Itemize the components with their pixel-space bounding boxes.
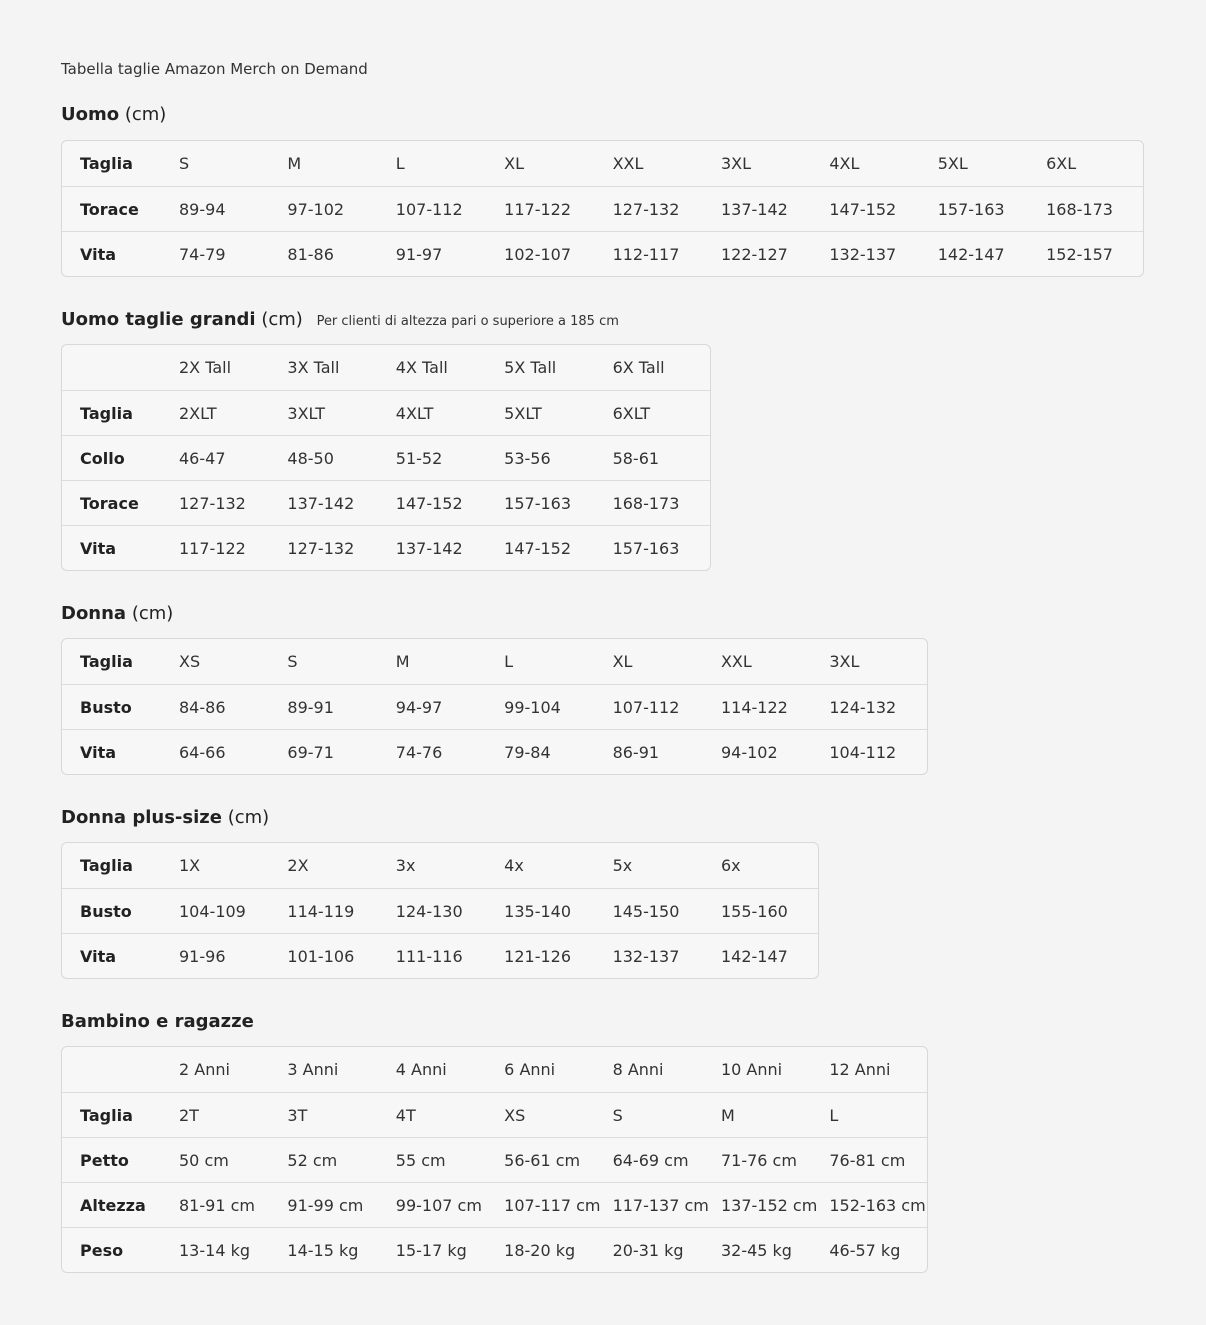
table-cell: 3XL xyxy=(829,652,860,671)
table-cell: 4XLT xyxy=(395,403,434,423)
table-cell: 74-76 xyxy=(395,742,443,762)
table-cell: 127-132 xyxy=(287,538,355,558)
table-cell: 46-57 kg xyxy=(829,1240,901,1260)
size-table-uomo xyxy=(61,140,1144,277)
size-table-donna xyxy=(61,638,928,775)
table-cell: 107-112 xyxy=(612,697,680,717)
table-cell: 3X Tall xyxy=(287,358,340,377)
table-cell: 86-91 xyxy=(612,742,660,762)
row-label: Busto xyxy=(80,901,132,921)
table-cell: 4x xyxy=(504,856,524,875)
table-cell: M xyxy=(395,652,410,671)
section-heading-donna-plus-size xyxy=(61,807,269,828)
table-cell: 122-127 xyxy=(720,244,788,264)
table-cell: 91-99 cm xyxy=(287,1195,364,1215)
table-cell: 147-152 xyxy=(829,199,897,219)
table-cell: 20-31 kg xyxy=(612,1240,684,1260)
table-cell: 3T xyxy=(287,1105,308,1125)
table-cell: 3 Anni xyxy=(287,1060,339,1079)
table-cell: 104-112 xyxy=(829,742,897,762)
table-cell: 89-91 xyxy=(287,697,334,717)
row-label: Peso xyxy=(80,1240,124,1260)
table-cell: XL xyxy=(504,154,525,173)
table-cell: 53-56 xyxy=(504,448,551,468)
table-cell: 91-96 xyxy=(179,946,226,966)
table-row xyxy=(62,1182,927,1227)
table-cell: 168-173 xyxy=(1046,199,1113,219)
table-cell: 132-137 xyxy=(829,244,897,264)
table-cell: 5XL xyxy=(937,154,968,173)
table-cell: 2 Anni xyxy=(179,1060,230,1079)
table-cell: 107-117 cm xyxy=(504,1195,601,1215)
table-cell: 147-152 xyxy=(504,538,572,558)
table-cell: 4X Tall xyxy=(395,358,448,377)
table-cell: L xyxy=(829,1105,839,1125)
table-cell: M xyxy=(287,154,302,173)
table-cell: 74-79 xyxy=(179,244,226,264)
section-note: Per clienti di altezza pari o superiore a 185 cm xyxy=(316,314,619,329)
row-label: Vita xyxy=(80,244,117,264)
table-cell: 157-163 xyxy=(937,199,1005,219)
table-cell: 64-69 cm xyxy=(612,1150,689,1170)
table-cell: 12 Anni xyxy=(829,1060,891,1079)
table-row xyxy=(62,1137,927,1182)
table-row xyxy=(62,888,818,933)
table-cell: 114-119 xyxy=(287,901,355,921)
table-cell: 94-97 xyxy=(395,697,443,717)
table-cell: 132-137 xyxy=(612,946,680,966)
table-cell: 1X xyxy=(179,856,201,875)
row-label: Vita xyxy=(80,538,117,558)
table-cell: 147-152 xyxy=(395,493,463,513)
table-cell: 152-157 xyxy=(1046,244,1113,264)
table-cell: 99-107 cm xyxy=(395,1195,482,1215)
table-cell: 5XLT xyxy=(504,403,542,423)
row-label: Busto xyxy=(80,697,132,717)
table-row xyxy=(62,525,710,570)
table-cell: S xyxy=(287,652,298,671)
table-cell: XS xyxy=(504,1105,526,1125)
table-cell: 155-160 xyxy=(720,901,788,921)
table-cell: 114-122 xyxy=(720,697,788,717)
table-cell: 99-104 xyxy=(504,697,561,717)
table-cell: 6X Tall xyxy=(612,358,665,377)
table-cell: 137-152 cm xyxy=(720,1195,818,1215)
table-cell: 142-147 xyxy=(937,244,1005,264)
table-cell: 152-163 cm xyxy=(829,1195,926,1215)
row-label: Taglia xyxy=(80,403,133,423)
table-cell: 97-102 xyxy=(287,199,345,219)
table-cell: XL xyxy=(612,652,633,671)
table-cell: 8 Anni xyxy=(612,1060,664,1079)
size-table-donna-plus-size xyxy=(61,842,819,979)
table-row xyxy=(62,480,710,525)
table-cell: 117-122 xyxy=(504,199,572,219)
table-cell: 102-107 xyxy=(504,244,572,264)
section-title: Uomo taglie grandi xyxy=(61,309,256,330)
table-cell: 4T xyxy=(395,1105,416,1125)
table-cell: 64-66 xyxy=(179,742,226,762)
table-cell: 10 Anni xyxy=(720,1060,783,1079)
table-row xyxy=(62,729,927,774)
table-cell: 13-14 kg xyxy=(179,1240,250,1260)
section-title: Bambino e ragazze xyxy=(61,1011,254,1032)
table-cell: 107-112 xyxy=(395,199,463,219)
table-cell: 137-142 xyxy=(395,538,463,558)
table-cell: 79-84 xyxy=(504,742,551,762)
table-cell: 6 Anni xyxy=(504,1060,556,1079)
table-cell: 4XL xyxy=(829,154,860,173)
table-cell: 2T xyxy=(179,1105,199,1125)
row-label: Taglia xyxy=(80,1105,133,1125)
table-cell: 50 cm xyxy=(179,1150,229,1170)
table-cell: 71-76 cm xyxy=(720,1150,797,1170)
row-label: Taglia xyxy=(80,856,133,875)
table-cell: 4 Anni xyxy=(395,1060,447,1079)
table-cell: 142-147 xyxy=(720,946,788,966)
table-cell: 89-94 xyxy=(179,199,226,219)
table-cell: 124-130 xyxy=(395,901,463,921)
table-cell: 117-137 cm xyxy=(612,1195,709,1215)
page-title: Tabella taglie Amazon Merch on Demand xyxy=(61,60,368,78)
table-cell: 127-132 xyxy=(179,493,246,513)
table-cell: 3x xyxy=(395,856,416,875)
table-cell: 157-163 xyxy=(504,493,572,513)
table-cell: M xyxy=(720,1105,735,1125)
section-heading-uomo xyxy=(61,104,166,125)
table-cell: 5x xyxy=(612,856,633,875)
row-label: Torace xyxy=(80,199,139,219)
section-heading-uomo-taglie-grandi xyxy=(61,309,619,330)
table-cell: 81-86 xyxy=(287,244,334,264)
table-cell: 6XL xyxy=(1046,154,1077,173)
table-cell: 55 cm xyxy=(395,1150,446,1170)
section-heading-donna xyxy=(61,603,173,624)
table-row xyxy=(62,186,1143,231)
table-cell: 157-163 xyxy=(612,538,680,558)
table-cell: S xyxy=(612,1105,623,1125)
table-cell: 94-102 xyxy=(720,742,778,762)
row-label: Vita xyxy=(80,742,117,762)
table-cell: 81-91 cm xyxy=(179,1195,255,1215)
table-cell: 69-71 xyxy=(287,742,334,762)
row-label: Torace xyxy=(80,493,139,513)
table-cell: 18-20 kg xyxy=(504,1240,576,1260)
table-cell: 58-61 xyxy=(612,448,660,468)
section-unit: (cm) xyxy=(131,603,174,624)
table-cell: S xyxy=(179,154,190,173)
size-table-uomo-taglie-grandi xyxy=(61,344,711,571)
section-title: Uomo xyxy=(61,104,120,125)
table-cell: XXL xyxy=(612,154,644,173)
table-cell: 127-132 xyxy=(612,199,680,219)
table-cell: 121-126 xyxy=(504,946,572,966)
section-title: Donna plus-size xyxy=(61,807,222,828)
table-cell: 168-173 xyxy=(612,493,680,513)
row-label: Petto xyxy=(80,1150,129,1170)
table-cell: 104-109 xyxy=(179,901,246,921)
table-cell: 3XL xyxy=(720,154,752,173)
table-cell: 46-47 xyxy=(179,448,226,468)
table-row xyxy=(62,231,1143,276)
table-cell: 135-140 xyxy=(504,901,572,921)
table-cell: 52 cm xyxy=(287,1150,338,1170)
table-cell: 6x xyxy=(720,856,741,875)
table-row xyxy=(62,345,710,390)
section-heading-bambino-e-ragazze xyxy=(61,1011,254,1032)
section-unit: (cm) xyxy=(227,807,270,828)
table-cell: 5X Tall xyxy=(504,358,557,377)
table-cell: 56-61 cm xyxy=(504,1150,581,1170)
table-cell: 145-150 xyxy=(612,901,680,921)
table-row xyxy=(62,684,927,729)
table-row xyxy=(62,843,818,888)
table-cell: 32-45 kg xyxy=(720,1240,792,1260)
table-row xyxy=(62,435,710,480)
table-row xyxy=(62,1092,927,1137)
table-cell: 2XLT xyxy=(179,403,217,423)
table-cell: L xyxy=(395,154,405,173)
table-cell: 137-142 xyxy=(287,493,355,513)
row-label: Vita xyxy=(80,946,117,966)
table-cell: 111-116 xyxy=(395,946,463,966)
table-cell: 48-50 xyxy=(287,448,334,468)
table-cell: 91-97 xyxy=(395,244,443,264)
row-label: Taglia xyxy=(80,154,133,173)
table-cell: 76-81 cm xyxy=(829,1150,906,1170)
row-label: Taglia xyxy=(80,652,133,671)
table-cell: 3XLT xyxy=(287,403,326,423)
table-row xyxy=(62,639,927,684)
table-cell: 117-122 xyxy=(179,538,246,558)
table-cell: 112-117 xyxy=(612,244,680,264)
table-cell: 124-132 xyxy=(829,697,897,717)
section-unit: (cm) xyxy=(261,309,303,330)
table-row xyxy=(62,1047,927,1092)
table-cell: L xyxy=(504,652,514,671)
section-unit: (cm) xyxy=(124,104,167,125)
table-row xyxy=(62,141,1143,186)
section-title: Donna xyxy=(61,603,127,624)
table-cell: 137-142 xyxy=(720,199,788,219)
table-row xyxy=(62,933,818,978)
table-cell: 14-15 kg xyxy=(287,1240,359,1260)
table-cell: 6XLT xyxy=(612,403,651,423)
table-cell: 51-52 xyxy=(395,448,443,468)
table-row xyxy=(62,1227,927,1272)
table-cell: XXL xyxy=(720,652,752,671)
table-cell: 2X Tall xyxy=(179,358,232,377)
row-label: Altezza xyxy=(80,1195,146,1215)
table-row xyxy=(62,390,710,435)
table-cell: XS xyxy=(179,652,201,671)
size-table-bambino-e-ragazze xyxy=(61,1046,928,1273)
table-cell: 101-106 xyxy=(287,946,355,966)
table-cell: 15-17 kg xyxy=(395,1240,467,1260)
table-cell: 84-86 xyxy=(179,697,226,717)
row-label: Collo xyxy=(80,448,125,468)
table-cell: 2X xyxy=(287,856,309,875)
